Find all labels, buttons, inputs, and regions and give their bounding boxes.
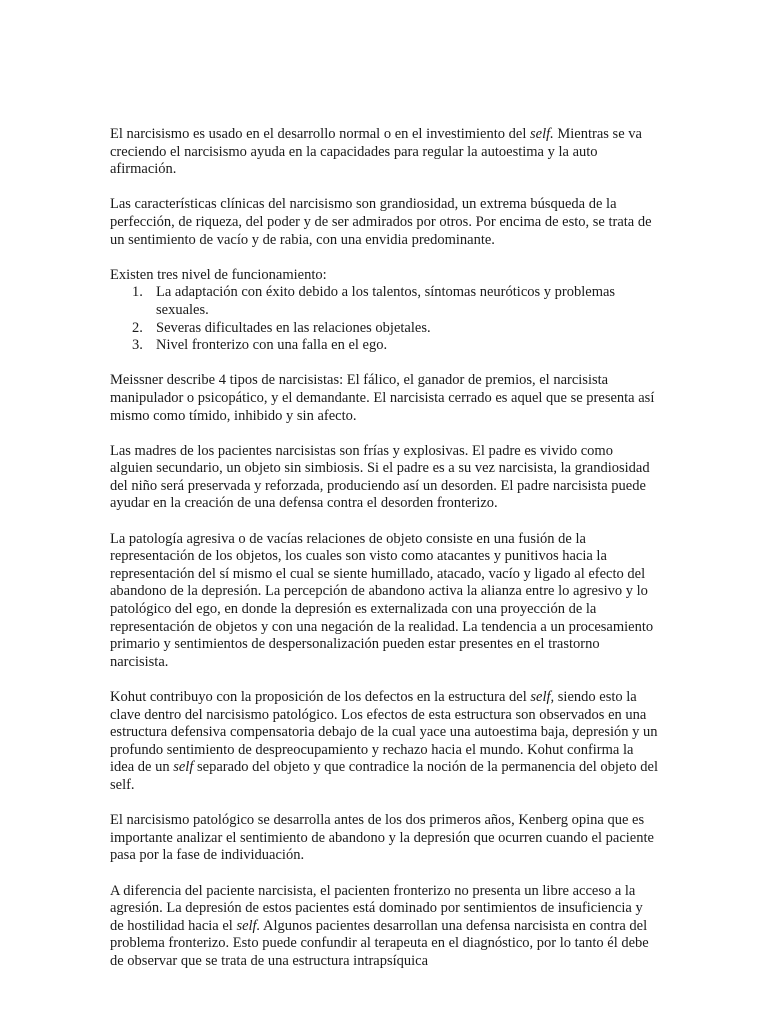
paragraph-borderline-difference: [110, 883, 658, 971]
list-item: [110, 284, 658, 319]
text-span: Algunos pacientes desarrollan una defensa narcisista en contra del problema fronterizo. Esto puede confundir al terapeuta en el diagnóstico, por lo tanto él debe de observar que se trata de una estructura intrapsíquica: [110, 917, 649, 969]
document-body: [110, 126, 658, 988]
paragraph-kohut: [110, 689, 658, 795]
list-item-text: La adaptación con éxito debido a los talentos, síntomas neuróticos y problemas sexuales.: [156, 284, 616, 318]
italic-self: self,: [530, 689, 555, 705]
text-span: A diferencia del paciente narcisista, el pacienten fronterizo no presenta un libre acceso a la agresión. La depresión de estos pacientes está dominado por sentimientos de insuficiencia y de hostilidad hacia el: [110, 882, 643, 934]
text-span: Kohut contribuyo con la proposición de los defectos en la estructura del: [110, 689, 531, 705]
paragraph-levels-intro: Existen tres nivel de funcionamiento:: [110, 266, 327, 283]
list-item-text: Severas dificultades en las relaciones objetales.: [156, 319, 431, 336]
paragraph-meissner-types: Meissner describe 4 tipos de narcisistas: El fálico, el ganador de premios, el narcisista manipulador o psicopático, y el demandante. El narcisista cerrado es aquel que se presenta así mismo como tímido, inhibido y sin afecto.: [110, 372, 655, 424]
list-item: [110, 337, 658, 355]
list-number: 2.: [132, 319, 143, 336]
italic-self: self.: [236, 917, 261, 934]
paragraph-pathological-narcissism: El narcisismo patológico se desarrolla antes de los dos primeros años, Kenberg opina que es importante analizar el sentimiento de abandono y la depresión que ocurren cuando el paciente pasa por la fase de individuación.: [110, 812, 654, 864]
list-number: 1.: [132, 284, 143, 301]
italic-self: self: [173, 759, 194, 776]
functioning-levels-list: [110, 284, 658, 354]
text-span: El narcisismo es usado en el desarrollo normal o en el investimiento del: [110, 126, 530, 142]
paragraph-narcissism-intro: [110, 126, 658, 179]
text-span: separado del objeto y que contradice la noción de la permanencia del objeto del self.: [110, 759, 658, 793]
list-item-text: Nivel fronterizo con una falla en el ego.: [156, 337, 388, 354]
paragraph-clinical-characteristics: Las características clínicas del narcisismo son grandiosidad, un extrema búsqueda de la perfección, de riqueza, del poder y de ser admirados por otros. Por encima de esto, se trata de un sentimiento de vacío y de rabia, con una envidia predominante.: [110, 196, 652, 248]
italic-self: self.: [530, 126, 554, 142]
text-span: Mientras se va creciendo el narcisismo ayuda en la capacidades para regular la autoestima y la auto afirmación.: [110, 126, 642, 178]
text-span: siendo esto la clave dentro del narcisismo patológico. Los efectos de esta estructura son observados en una estructura defensiva compensatoria debajo de la cual yace una autoestima baja, depresión y un profundo sentimiento de despreocupamiento y rechazo hacia el mundo. Kohut confirma la idea de un: [110, 689, 658, 776]
paragraph-parents: Las madres de los pacientes narcisistas son frías y explosivas. El padre es vivido como alguien secundario, un objeto sin simbiosis. Si el padre es a su vez narcisista, la grandiosidad del niño será preservada y reforzada, produciendo así un desorden. El padre narcisista puede ayudar en la creación de una defensa contra el desorden fronterizo.: [110, 442, 650, 512]
list-number: 3.: [132, 337, 143, 354]
list-item: [110, 320, 658, 338]
paragraph-aggressive-pathology: La patología agresiva o de vacías relaciones de objeto consiste en una fusión de la representación de los objetos, los cuales son visto como atacantes y punitivos hacia la representación del sí mismo el cual se siente humillado, atacado, vacío y ligado al efecto del abandono de la depresión. La percepción de abandono activa la alianza entre lo agresivo y lo patológico del ego, en donde la depresión es externalizada con una proyección de la representación de objetos y con una negación de la realidad. La tendencia a un procesamiento primario y sentimientos de despersonalización pueden estar presentes en el trastorno narcisista.: [110, 530, 654, 670]
